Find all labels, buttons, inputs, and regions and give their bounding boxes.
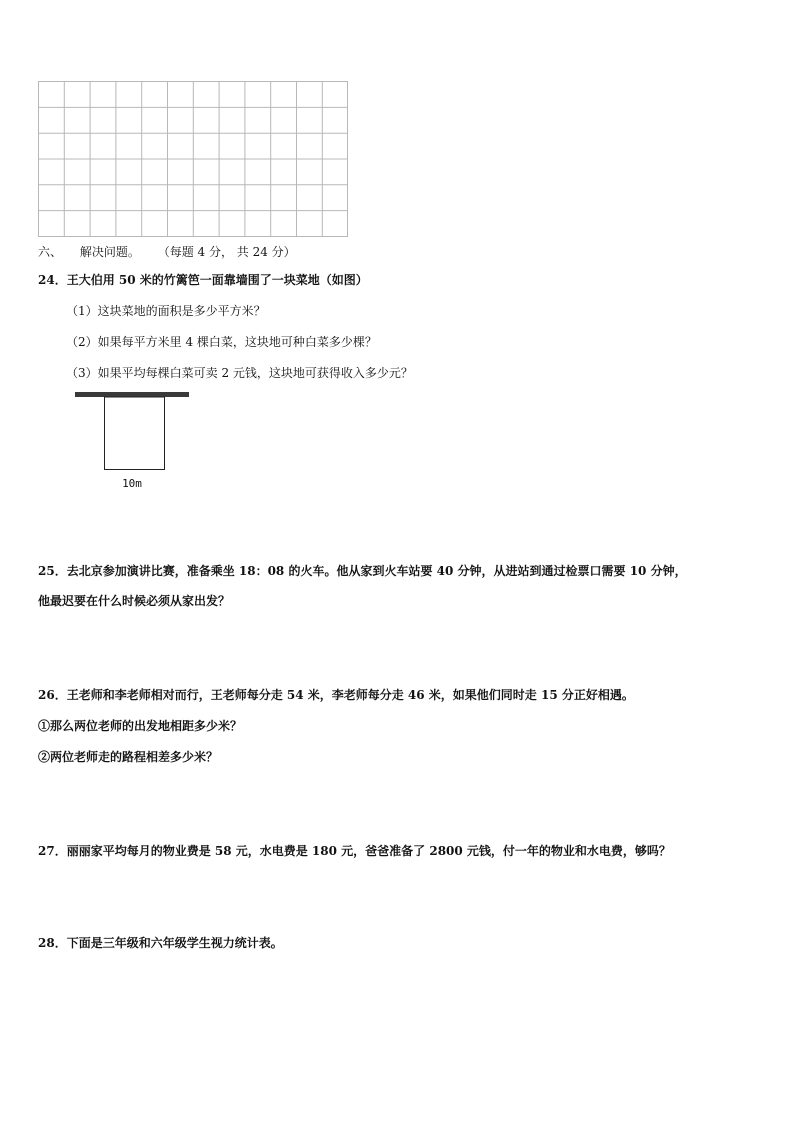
section-score: （每题 4 分， 共 24 分） [157,245,296,259]
section-heading [38,244,310,260]
wall-bar [75,392,189,397]
question-24: 24．王大伯用 50 米的竹篱笆一面靠墙围了一块菜地（如图） [38,273,368,287]
question-28: 28．下面是三年级和六年级学生视力统计表。 [38,936,283,950]
question-24-part-1: （1）这块菜地的面积是多少平方米？ [66,304,266,318]
question-26-part-2: ②两位老师走的路程相差多少米？ [38,750,219,764]
fence-rectangle [105,397,165,470]
section-number: 六、 [38,245,63,259]
grid-lines [38,81,348,237]
width-label: 10m [122,477,142,490]
question-24-part-2: （2）如果每平方米里 4 棵白菜，这块地可种白菜多少棵？ [66,335,377,349]
question-27: 27．丽丽家平均每月的物业费是 58 元，水电费是 180 元，爸爸准备了 2800 元钱，付一年的物业和水电费，够吗？ [38,844,671,858]
question-25-line-2: 他最迟要在什么时候必须从家出发？ [38,594,231,608]
question-25-line-1: 25．去北京参加演讲比赛，准备乘坐 18：08 的火车。他从家到火车站要 40 分钟，从进站到通过检票口需要 10 分钟， [38,564,687,578]
question-26-part-1: ①那么两位老师的出发地相距多少米？ [38,719,243,733]
question-26: 26．王老师和李老师相对而行，王老师每分走 54 米，李老师每分走 46 米，如果他们同时走 15 分正好相遇。 [38,688,634,702]
section-title: 解决问题。 [79,245,140,259]
vegetable-plot-figure [74,392,194,492]
question-24-part-3: （3）如果平均每棵白菜可卖 2 元钱，这块地可获得收入多少元？ [66,366,413,380]
square-grid [38,81,348,237]
fence-wall-diagram [74,392,194,492]
